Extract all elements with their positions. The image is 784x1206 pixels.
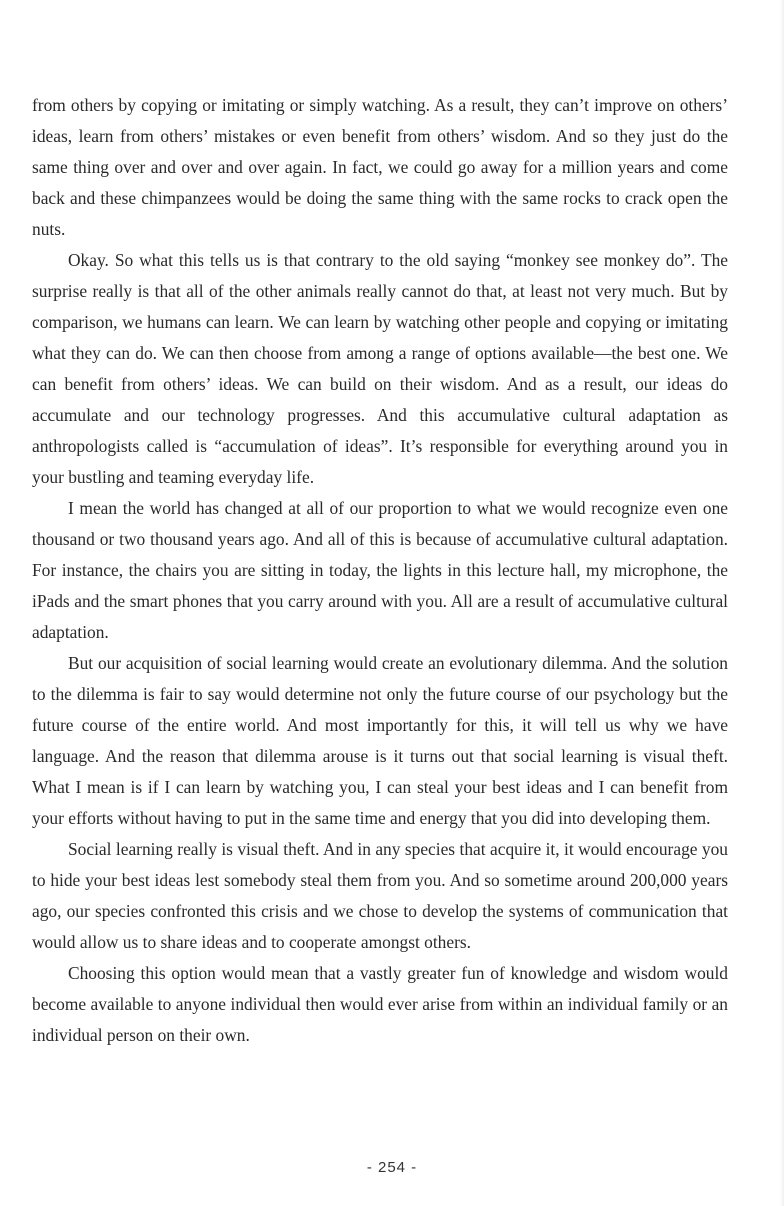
paragraph-5: Social learning really is visual theft. And in any species that acquire it, it would encourage you to hide your best ideas lest somebody steal them from you. And so sometime around 200,000 years ago, our species confronted this crisis and we chose to develop the systems of communication that would allow us to share ideas and to cooperate amongst others. [32,839,728,952]
paragraph-2: Okay. So what this tells us is that contrary to the old saying “monkey see monkey do”. The surprise really is that all of the other animals really cannot do that, at least not very much. But by comparison, we humans can learn. We can learn by watching other people and copying or imitating what they can do. We can then choose from among a range of options available—the best one. We can benefit from others’ ideas. We can build on their wisdom. And as a result, our ideas do accumulate and our technology progresses. And this accumulative cultural adaptation as anthropologists called is “accumulation of ideas”. It’s responsible for everything around you in your bustling and teaming everyday life. [32,250,728,487]
paragraph-1: from others by copying or imitating or simply watching. As a result, they can’t improve on others’ ideas, learn from others’ mistakes or even benefit from others’ wisdom. And so they just do the same thing over and over and over again. In fact, we could go away for a million years and come back and these chimpanzees would be doing the same thing with the same rocks to crack open the nuts. [32,95,728,239]
paragraph-3: I mean the world has changed at all of our proportion to what we would recognize even one thousand or two thousand years ago. And all of this is because of accumulative cultural adaptation. For instance, the chairs you are sitting in today, the lights in this lecture hall, my microphone, the iPads and the smart phones that you carry around with you. All are a result of accumulative cultural adaptation. [32,498,728,642]
page-number: - 254 - [366,1159,418,1176]
page-edge-shadow [780,0,784,1206]
page-body [32,90,728,1051]
paragraph-6: Choosing this option would mean that a vastly greater fun of knowledge and wisdom would become available to anyone individual then would ever arise from within an individual family or an individual person on their own. [32,963,728,1045]
paragraph-4: But our acquisition of social learning would create an evolutionary dilemma. And the solution to the dilemma is fair to say would determine not only the future course of our psychology but the future course of the entire world. And most importantly for this, it will tell us why we have language. And the reason that dilemma arouse is it turns out that social learning is visual theft. What I mean is if I can learn by watching you, I can steal your best ideas and I can benefit from your efforts without having to put in the same time and energy that you did into developing them. [32,653,728,828]
